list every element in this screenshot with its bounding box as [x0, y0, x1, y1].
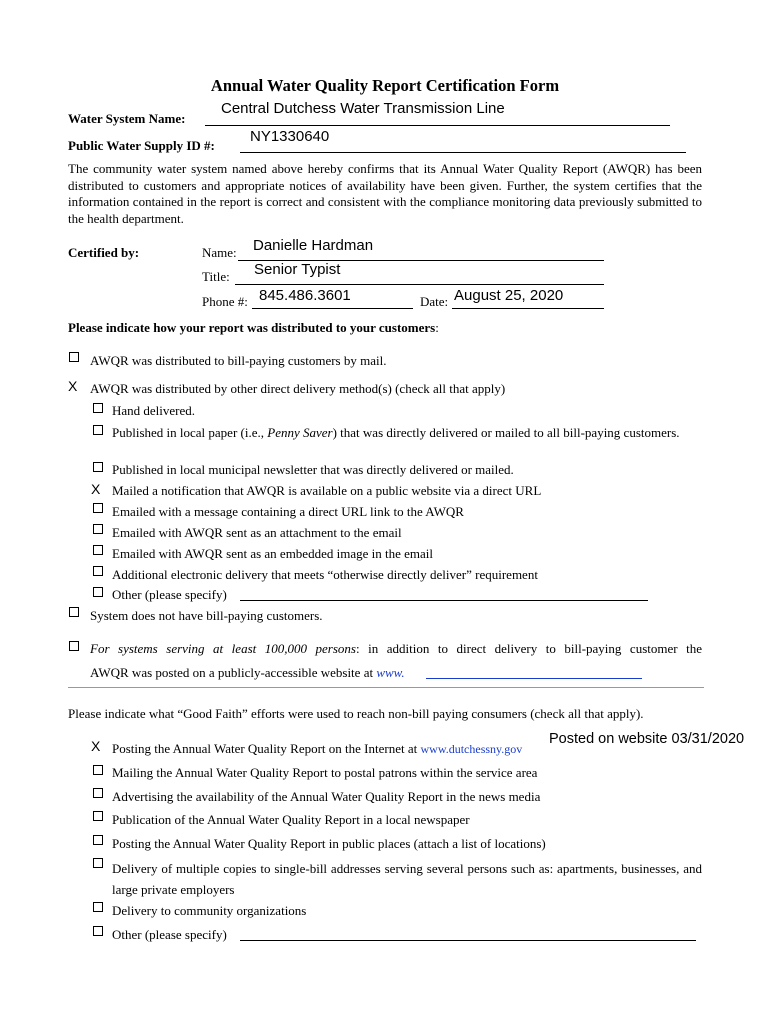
large-system-italic: For systems serving at least 100,000 persons: [90, 641, 356, 656]
email-image-label: Emailed with AWQR sent as an embedded image in the email: [112, 546, 433, 561]
date-label: Date:: [420, 294, 449, 309]
gf-internet-link[interactable]: www.dutchessny.gov: [420, 742, 523, 756]
large-system-checkbox[interactable]: [69, 641, 79, 651]
distribution-heading: [68, 320, 439, 336]
hand-checkbox[interactable]: [93, 403, 103, 413]
mail-item-label: AWQR was distributed to bill-paying customers by mail.: [90, 353, 387, 368]
system-name-field[interactable]: Central Dutchess Water Transmission Line: [221, 100, 505, 117]
paper-label-c: ) that was directly delivered or mailed to all bill-paying customers.: [332, 425, 680, 440]
mail-checkbox[interactable]: [69, 352, 79, 362]
paper-label: [112, 425, 702, 441]
pws-id-field[interactable]: NY1330640: [250, 128, 330, 145]
system-name-line: [205, 125, 670, 126]
paper-checkbox[interactable]: [93, 425, 103, 435]
email-url-label: Emailed with a message containing a direct URL link to the AWQR: [112, 504, 464, 519]
other-direct-checkbox-mark[interactable]: X: [68, 378, 78, 394]
date-field[interactable]: August 25, 2020: [454, 287, 564, 304]
pws-id-label: Public Water Supply ID #:: [68, 138, 215, 153]
large-system-link[interactable]: www.: [376, 665, 405, 680]
gf-mailing-label: Mailing the Annual Water Quality Report to postal patrons within the service area: [112, 765, 538, 780]
gf-internet-checkbox-mark[interactable]: X: [91, 738, 101, 754]
other-delivery-field[interactable]: [240, 600, 648, 601]
email-attach-checkbox[interactable]: [93, 524, 103, 534]
other-direct-item-label: AWQR was distributed by other direct delivery method(s) (check all that apply): [90, 381, 506, 396]
electronic-checkbox[interactable]: [93, 566, 103, 576]
hand-label: Hand delivered.: [112, 403, 196, 418]
large-system-url-field[interactable]: [426, 678, 642, 679]
name-field[interactable]: Danielle Hardman: [253, 237, 374, 254]
paper-label-b: Penny Saver: [267, 425, 333, 440]
gf-other-checkbox[interactable]: [93, 926, 103, 936]
gf-other-field[interactable]: [240, 940, 696, 941]
gf-multiple-checkbox[interactable]: [93, 858, 103, 868]
gf-internet-note[interactable]: Posted on website 03/31/2020: [549, 731, 745, 747]
newsletter-checkbox[interactable]: [93, 462, 103, 472]
gf-multiple-label: Delivery of multiple copies to single-bill addresses serving several persons such as: apartments, businesses, and large private employers: [112, 861, 702, 897]
intro-paragraph: The community water system named above hereby confirms that its Annual Water Quality Report (AWQR) has been distributed to customers and appropriate notices of availability have been given. Further, the system certifies that the information contained in the report is correct and consistent with the compliance monitoring data previously submitted to the health department.: [68, 161, 702, 226]
paper-label-a: Published in local paper (i.e.,: [112, 425, 264, 440]
large-system-text: : in addition to direct delivery to bill-paying customer the: [355, 641, 702, 656]
phone-label: Phone #:: [202, 294, 248, 309]
gf-publication-label: Publication of the Annual Water Quality Report in a local newspaper: [112, 812, 470, 827]
no-bill-label: System does not have bill-paying customers.: [90, 608, 323, 623]
website-checkbox-mark[interactable]: X: [91, 481, 101, 497]
gf-advertising-label: Advertising the availability of the Annual Water Quality Report in the news media: [112, 789, 541, 804]
distribution-heading-colon: :: [435, 320, 439, 335]
section-divider: [68, 687, 704, 688]
other-delivery-label: Other (please specify): [112, 587, 227, 602]
email-attach-label: Emailed with AWQR sent as an attachment to the email: [112, 525, 402, 540]
gf-community-label: Delivery to community organizations: [112, 903, 307, 918]
name-label: Name:: [202, 245, 237, 260]
gf-internet-text: Posting the Annual Water Quality Report on the Internet at: [112, 741, 418, 756]
email-url-checkbox[interactable]: [93, 503, 103, 513]
form-title: Annual Water Quality Report Certification Form: [210, 76, 560, 95]
website-label: Mailed a notification that AWQR is available on a public website via a direct URL: [112, 483, 542, 498]
phone-field[interactable]: 845.486.3601: [259, 287, 351, 304]
certified-by-label: Certified by:: [68, 245, 140, 260]
title-field[interactable]: Senior Typist: [254, 261, 341, 278]
other-delivery-checkbox[interactable]: [93, 587, 103, 597]
gf-other-label: Other (please specify): [112, 927, 227, 942]
system-name-label: Water System Name:: [68, 111, 186, 126]
title-label: Title:: [202, 269, 230, 284]
distribution-heading-text: Please indicate how your report was distributed to your customers: [68, 320, 436, 335]
phone-line: [252, 308, 413, 309]
email-image-checkbox[interactable]: [93, 545, 103, 555]
gf-internet-label: [112, 741, 522, 757]
large-system-line2-text: AWQR was posted on a publicly-accessible website at: [90, 665, 374, 680]
gf-community-checkbox[interactable]: [93, 902, 103, 912]
gf-publication-checkbox[interactable]: [93, 811, 103, 821]
large-system-line1: [90, 641, 702, 657]
pws-id-line: [240, 152, 686, 153]
gf-mailing-checkbox[interactable]: [93, 765, 103, 775]
no-bill-checkbox[interactable]: [69, 607, 79, 617]
good-faith-heading: Please indicate what “Good Faith” efforts were used to reach non-bill paying consumers (check all that apply).: [68, 706, 644, 721]
title-line: [235, 284, 604, 285]
gf-public-places-label: Posting the Annual Water Quality Report in public places (attach a list of locations): [112, 836, 546, 851]
gf-public-places-checkbox[interactable]: [93, 835, 103, 845]
date-line: [452, 308, 604, 309]
newsletter-label: Published in local municipal newsletter that was directly delivered or mailed.: [112, 462, 514, 477]
gf-advertising-checkbox[interactable]: [93, 788, 103, 798]
electronic-label: Additional electronic delivery that meets “otherwise directly deliver” requirement: [112, 567, 538, 582]
large-system-line2: [90, 665, 405, 681]
